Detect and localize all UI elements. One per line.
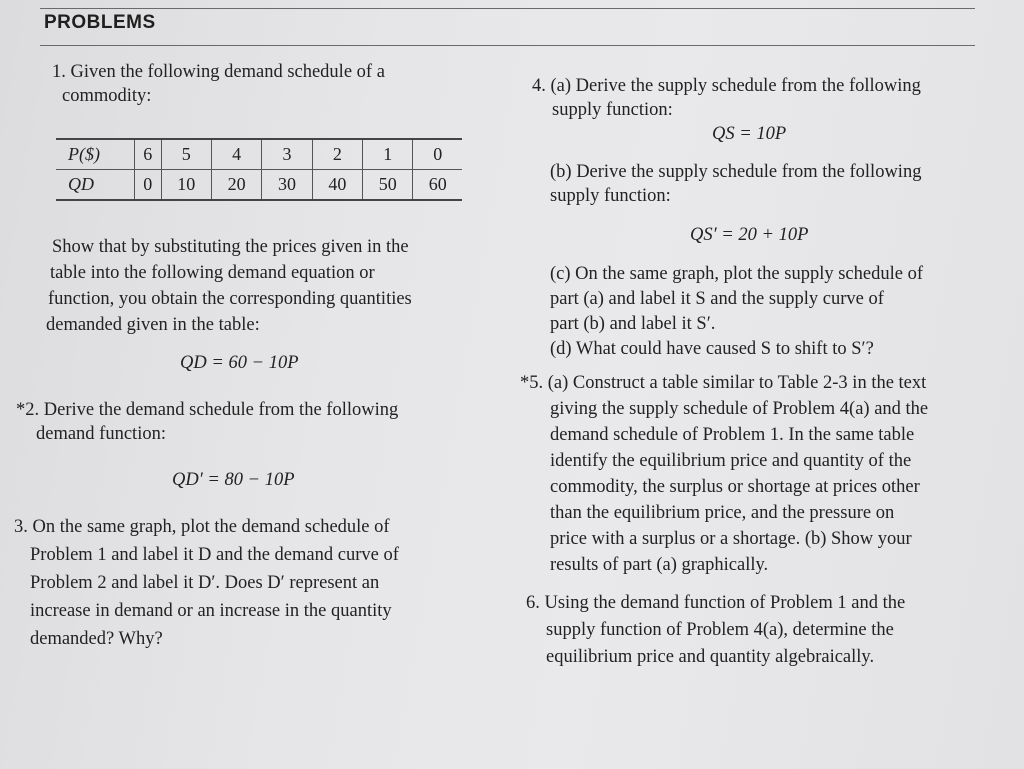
- top-rule: [40, 8, 975, 9]
- text-line: part (b) and label it S′.: [550, 314, 716, 334]
- text-line: demanded given in the table:: [46, 315, 260, 335]
- text-line: demanded? Why?: [30, 629, 163, 649]
- demand-equation: QD = 60 − 10P: [180, 353, 299, 373]
- supply-equation-2: QS′ = 20 + 10P: [690, 225, 809, 245]
- text-line: *5. (a) Construct a table similar to Table 2-3 in the text: [520, 373, 927, 393]
- text-line: results of part (a) graphically.: [550, 555, 769, 575]
- text-line: table into the following demand equation or: [50, 263, 375, 283]
- text-line: supply function:: [550, 186, 671, 206]
- problem-1-intro: [52, 60, 385, 108]
- table-cell: 2: [312, 139, 362, 170]
- text-line: identify the equilibrium price and quantity of the: [550, 451, 912, 471]
- text-line: commodity:: [62, 86, 152, 106]
- text-line: *2. Derive the demand schedule from the following: [16, 400, 399, 420]
- demand-schedule-table: [56, 138, 462, 201]
- table-cell: 50: [363, 170, 413, 201]
- text-line: demand schedule of Problem 1. In the same table: [550, 425, 915, 445]
- qd-label: QD: [56, 170, 135, 201]
- text-line: function, you obtain the corresponding quantities: [48, 289, 412, 309]
- table-cell: 5: [161, 139, 211, 170]
- price-label: P($): [68, 144, 100, 164]
- text-line: 3. On the same graph, plot the demand schedule of: [14, 517, 390, 537]
- text-line: Problem 1 and label it D and the demand curve of: [30, 545, 399, 565]
- problem-1-instructions: [46, 234, 412, 338]
- table-cell: 3: [262, 139, 312, 170]
- text-line: (d) What could have caused S to shift to S′?: [550, 339, 874, 359]
- table-cell: 0: [135, 170, 162, 201]
- section-heading: PROBLEMS: [44, 12, 156, 33]
- problem-6: [526, 590, 905, 671]
- table-cell: 20: [211, 170, 261, 201]
- text-line: supply function of Problem 4(a), determine the: [546, 620, 894, 640]
- problem-2: [16, 398, 398, 446]
- problem-5: [520, 370, 928, 578]
- text-line: equilibrium price and quantity algebraically.: [546, 647, 875, 667]
- problem-4a: [532, 74, 921, 122]
- text-line: demand function:: [36, 424, 166, 444]
- text-line: Problem 2 and label it D′. Does D′ represent an: [30, 573, 380, 593]
- text-line: (b) Derive the supply schedule from the following: [550, 162, 922, 182]
- table-cell: 4: [211, 139, 261, 170]
- text-line: (c) On the same graph, plot the supply schedule of: [550, 264, 923, 284]
- text-line: 1. Given the following demand schedule of a: [52, 62, 385, 82]
- text-line: giving the supply schedule of Problem 4(a) and the: [550, 399, 929, 419]
- table-cell: 1: [363, 139, 413, 170]
- text-line: increase in demand or an increase in the quantity: [30, 601, 392, 621]
- text-line: 6. Using the demand function of Problem 1 and the: [526, 593, 906, 613]
- problem-3: [14, 513, 399, 653]
- table-cell: 60: [413, 170, 462, 201]
- table-row: [56, 170, 462, 201]
- supply-equation: QS = 10P: [712, 124, 787, 144]
- text-line: commodity, the surplus or shortage at prices other: [550, 477, 920, 497]
- table-cell: 30: [262, 170, 312, 201]
- heading-rule: [40, 45, 975, 46]
- text-line: part (a) and label it S and the supply curve of: [550, 289, 884, 309]
- text-line: price with a surplus or a shortage. (b) Show your: [550, 529, 912, 549]
- text-line: 4. (a) Derive the supply schedule from the following: [532, 76, 921, 96]
- table-cell: 0: [413, 139, 462, 170]
- problem-4b: [550, 160, 921, 208]
- table-cell: 10: [161, 170, 211, 201]
- text-line: than the equilibrium price, and the pressure on: [550, 503, 895, 523]
- problem-4c-4d: [550, 262, 923, 362]
- table-row: [56, 139, 462, 170]
- demand-equation-2: QD′ = 80 − 10P: [172, 470, 295, 490]
- text-line: Show that by substituting the prices given in the: [52, 237, 409, 257]
- table-cell: 6: [135, 139, 162, 170]
- text-line: supply function:: [552, 100, 673, 120]
- table-cell: 40: [312, 170, 362, 201]
